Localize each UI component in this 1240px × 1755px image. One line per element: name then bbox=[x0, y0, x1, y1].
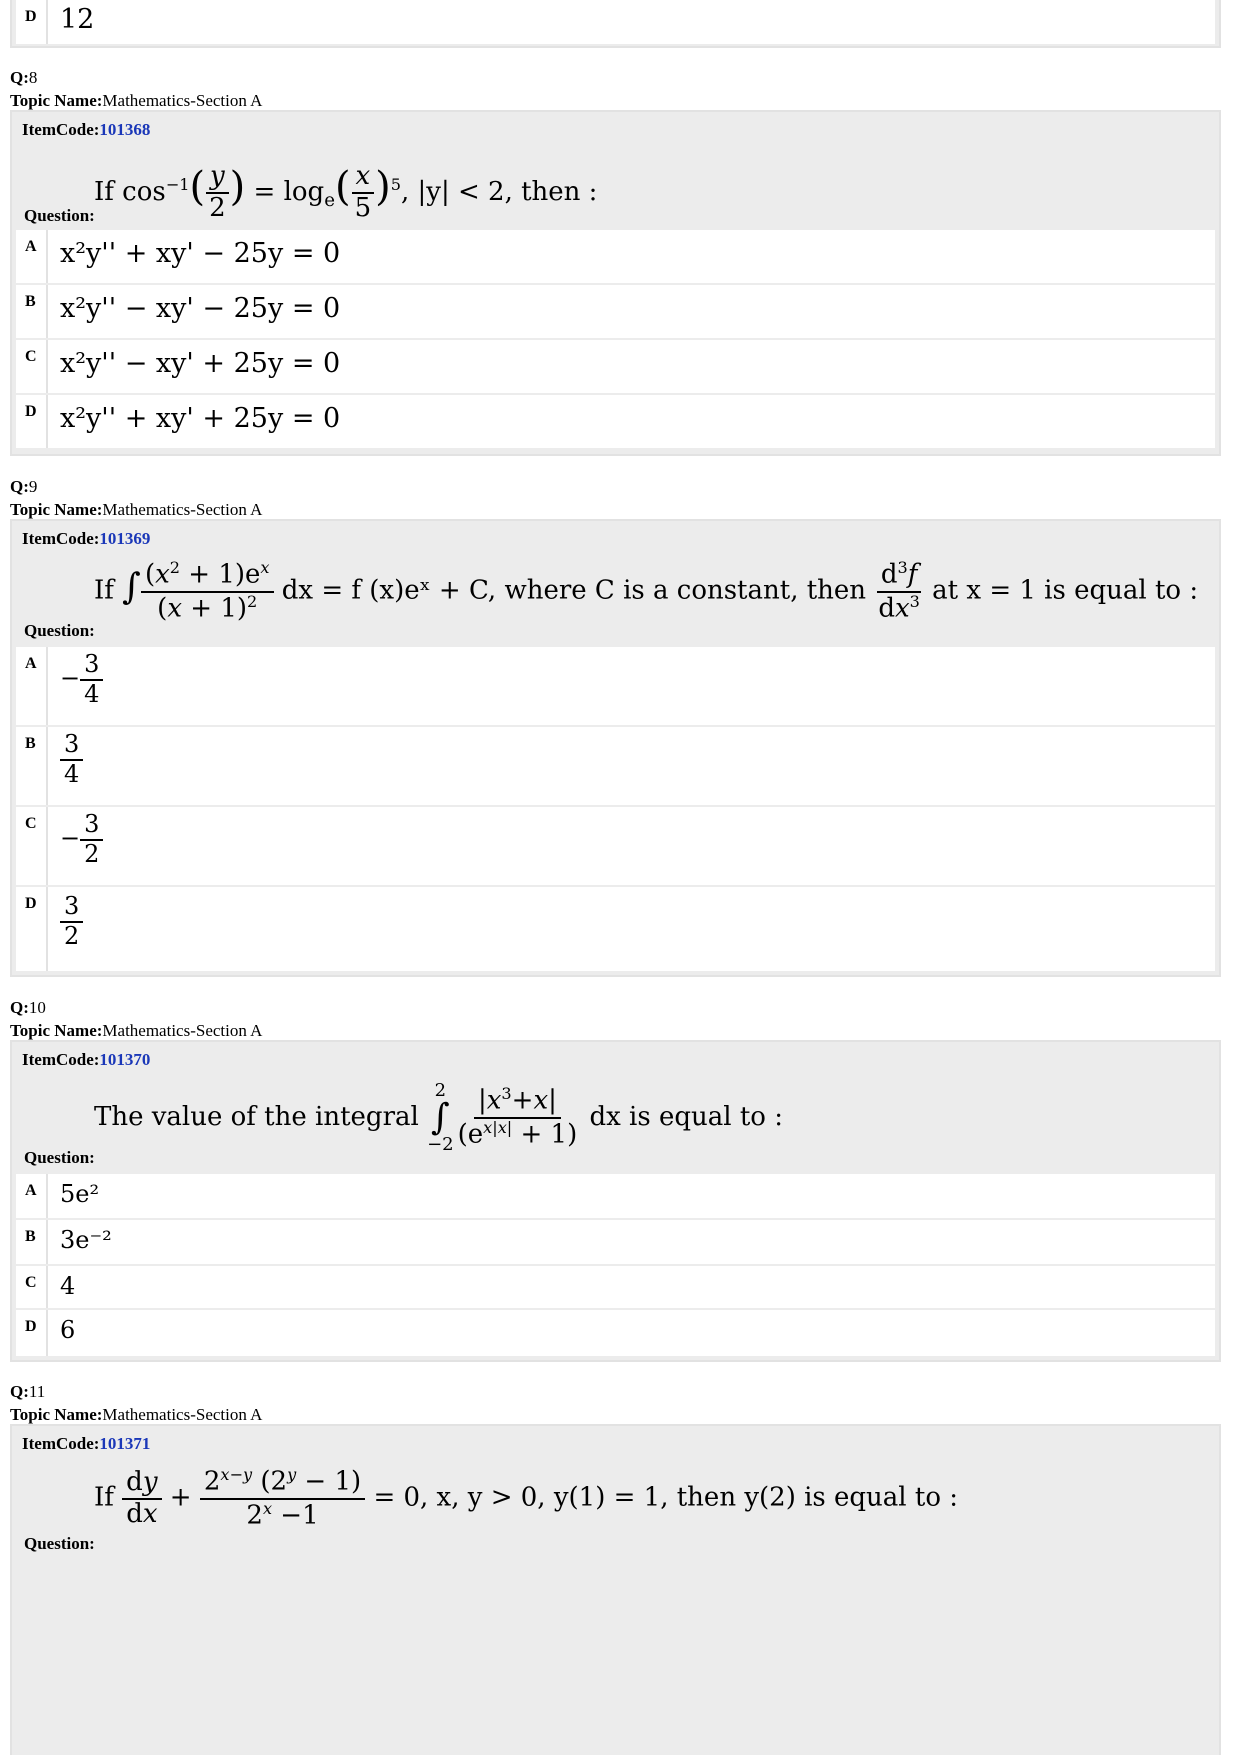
option-text: 6 bbox=[60, 1316, 76, 1344]
option-math bbox=[60, 811, 103, 868]
question-math: If ∫ $\frac{(x^2 + 1)e^x}{(x + 1)^2}$ dx = f (x)eˣ + C, where C is a constant, then $\frac{d^3f}{dx^3}$ at x = 1 is equal to : bbox=[94, 558, 1199, 624]
option-d[interactable] bbox=[16, 1310, 1215, 1356]
option-num: 3 bbox=[60, 893, 83, 923]
option-letter: D bbox=[16, 395, 48, 448]
option-letter: B bbox=[16, 1220, 48, 1264]
topic-prefix: Topic Name: bbox=[10, 500, 103, 519]
question-number: 11 bbox=[28, 1382, 46, 1401]
question-math: If $\frac{dy}{dx}$ + $\frac{2^{x-y} (2^y - 1)}{2^x -1}$ = 0, x, y > 0, y(1) = 1, then y(2) is equal to : bbox=[94, 1465, 959, 1531]
question-label: Question: bbox=[24, 206, 95, 225]
option-d[interactable] bbox=[16, 395, 1215, 448]
question-number: 8 bbox=[28, 68, 38, 87]
option-letter: D bbox=[16, 1310, 48, 1356]
option-math bbox=[60, 651, 103, 708]
itemcode-value: 101371 bbox=[99, 1434, 151, 1453]
option-a[interactable] bbox=[16, 1174, 1215, 1218]
option-math bbox=[60, 731, 83, 788]
math-end: at x = 1 is equal to : bbox=[932, 575, 1199, 606]
question-text bbox=[16, 1460, 1215, 1560]
math-if: If bbox=[94, 575, 114, 606]
itemcode-prefix: ItemCode: bbox=[22, 120, 100, 139]
math-if: If bbox=[94, 176, 114, 207]
option-d[interactable] bbox=[16, 887, 1215, 971]
option-text: 12 bbox=[60, 4, 95, 35]
question-card-9 bbox=[10, 519, 1221, 977]
option-text: 4 bbox=[60, 1272, 76, 1300]
question-math: The value of the integral 2 ∫ −2 $\frac{|x^3+x|}{(e^{x|x|} + 1)}$ dx is equal to : bbox=[94, 1080, 783, 1155]
option-b[interactable] bbox=[16, 1220, 1215, 1264]
q-prefix: Q: bbox=[10, 1382, 29, 1401]
question-text bbox=[16, 1076, 1215, 1172]
topic-name: Mathematics-Section A bbox=[102, 1405, 263, 1424]
option-b[interactable] bbox=[16, 727, 1215, 805]
option-math bbox=[60, 893, 83, 950]
option-letter: D bbox=[16, 0, 48, 44]
topic-name: Mathematics-Section A bbox=[102, 91, 263, 110]
q-prefix: Q: bbox=[10, 998, 29, 1017]
itemcode-prefix: ItemCode: bbox=[22, 529, 100, 548]
topic-name: Mathematics-Section A bbox=[102, 500, 263, 519]
question-header-8 bbox=[10, 66, 262, 112]
option-letter: A bbox=[16, 230, 48, 283]
question-number: 9 bbox=[28, 477, 38, 496]
question-card-8 bbox=[10, 110, 1221, 456]
option-den: 2 bbox=[84, 839, 100, 868]
question-header-10 bbox=[10, 996, 262, 1042]
question-label: Question: bbox=[24, 621, 95, 640]
math-lead: The value of the integral bbox=[94, 1102, 419, 1132]
q-prefix: Q: bbox=[10, 68, 29, 87]
option-den: 4 bbox=[64, 759, 80, 788]
item-code bbox=[22, 1434, 150, 1454]
option-text: 5e² bbox=[60, 1180, 100, 1208]
itemcode-value: 101370 bbox=[99, 1050, 151, 1069]
math-log: = log bbox=[253, 176, 325, 207]
itemcode-value: 101368 bbox=[99, 120, 151, 139]
question-math: If $\cos^{-1}$( $\frac{y}{2}$ ) = $\log_e$( $\frac{x}{5}$ )$^5$, |y| < 2, then : bbox=[94, 161, 598, 223]
topic-prefix: Topic Name: bbox=[10, 91, 103, 110]
option-c[interactable] bbox=[16, 340, 1215, 393]
option-c[interactable] bbox=[16, 1266, 1215, 1308]
question-card-10 bbox=[10, 1040, 1221, 1362]
math-end: dx is equal to : bbox=[589, 1102, 783, 1132]
option-text: 3e⁻² bbox=[60, 1226, 112, 1254]
prev-question-option-d bbox=[10, 0, 1221, 48]
option-a[interactable] bbox=[16, 647, 1215, 725]
math-mid: dx = f (x)eˣ + C, where C is a constant, then bbox=[281, 575, 867, 606]
option-text: x²y'' + xy' + 25y = 0 bbox=[60, 403, 341, 434]
topic-prefix: Topic Name: bbox=[10, 1021, 103, 1040]
option-num: 3 bbox=[80, 811, 103, 841]
option-text: x²y'' − xy' + 25y = 0 bbox=[60, 348, 341, 379]
option-letter: C bbox=[16, 1266, 48, 1308]
item-code bbox=[22, 1050, 150, 1070]
item-code bbox=[22, 120, 150, 140]
option-den: 4 bbox=[84, 679, 100, 708]
option-letter: B bbox=[16, 285, 48, 338]
option-den: 2 bbox=[64, 921, 80, 950]
itemcode-value: 101369 bbox=[99, 529, 151, 548]
option-num: 3 bbox=[80, 651, 103, 681]
option-sign: − bbox=[60, 664, 81, 693]
item-code bbox=[22, 529, 150, 549]
option-letter: A bbox=[16, 647, 48, 725]
itemcode-prefix: ItemCode: bbox=[22, 1434, 100, 1453]
question-card-11 bbox=[10, 1424, 1221, 1755]
option-letter: C bbox=[16, 807, 48, 885]
q-prefix: Q: bbox=[10, 477, 29, 496]
math-mid: = 0, x, y > 0, y(1) = 1, bbox=[373, 1482, 669, 1513]
option-letter: A bbox=[16, 1174, 48, 1218]
question-text bbox=[16, 555, 1215, 645]
math-then: , |y| < 2, then : bbox=[400, 176, 598, 207]
topic-prefix: Topic Name: bbox=[10, 1405, 103, 1424]
math-end: then y(2) is equal to : bbox=[676, 1482, 959, 1513]
question-number: 10 bbox=[28, 998, 46, 1017]
question-label: Question: bbox=[24, 1534, 95, 1553]
question-header-9 bbox=[10, 475, 262, 521]
question-text bbox=[16, 146, 1215, 228]
itemcode-prefix: ItemCode: bbox=[22, 1050, 100, 1069]
option-sign: − bbox=[60, 824, 81, 853]
question-label: Question: bbox=[24, 1148, 95, 1167]
option-c[interactable] bbox=[16, 807, 1215, 885]
question-header-11 bbox=[10, 1380, 262, 1426]
option-letter: C bbox=[16, 340, 48, 393]
option-b[interactable] bbox=[16, 285, 1215, 338]
math-cos: cos bbox=[122, 176, 166, 207]
topic-name: Mathematics-Section A bbox=[102, 1021, 263, 1040]
math-if: If bbox=[94, 1482, 114, 1513]
option-text: x²y'' − xy' − 25y = 0 bbox=[60, 293, 341, 324]
option-text: x²y'' + xy' − 25y = 0 bbox=[60, 238, 341, 269]
option-num: 3 bbox=[60, 731, 83, 761]
option-a[interactable] bbox=[16, 230, 1215, 283]
option-letter: D bbox=[16, 887, 48, 971]
option-row[interactable] bbox=[16, 0, 1215, 44]
option-letter: B bbox=[16, 727, 48, 805]
